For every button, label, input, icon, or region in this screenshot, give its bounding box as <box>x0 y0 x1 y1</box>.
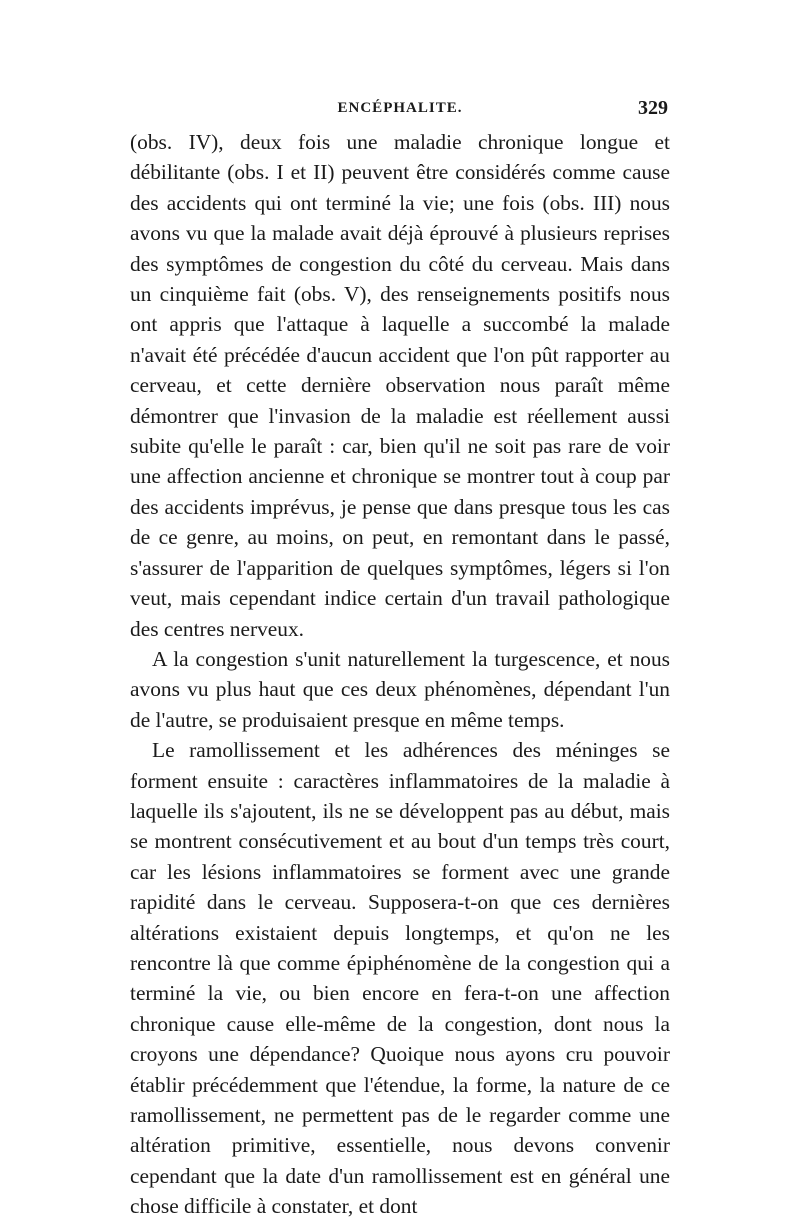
body-text <box>130 127 670 1222</box>
paragraph-1: (obs. IV), deux fois une maladie chronique longue et débilitante (obs. I et II) peuvent être considérés comme cause des accidents qui ont terminé la vie; une fois (obs. III) nous avons vu que la malade avait déjà éprouvé à plusieurs reprises des symptômes de congestion du côté du cerveau. Mais dans un cinquième fait (obs. V), des renseignements positifs nous ont appris que l'attaque à laquelle a succombé la malade n'avait été précédée d'aucun accident que l'on pût rapporter au cerveau, et cette dernière observation nous paraît même démontrer que l'invasion de la maladie est réellement aussi subite qu'elle le paraît : car, bien qu'il ne soit pas rare de voir une affection ancienne et chronique se montrer tout à coup par des accidents imprévus, je pense que dans presque tous les cas de ce genre, au moins, on peut, en remontant dans le passé, s'assurer de l'apparition de quelques symptômes, légers si l'on veut, mais cependant indice certain d'un travail pathologique des centres nerveux. <box>130 130 670 641</box>
running-head <box>130 97 670 124</box>
running-title: ENCÉPHALITE. <box>337 100 463 116</box>
paragraph-2: A la congestion s'unit naturellement la turgescence, et nous avons vu plus haut que ces deux phénomènes, dépendant l'un de l'autre, se produisaient presque en même temps. <box>130 646 670 732</box>
page-number: 329 <box>638 97 668 119</box>
paragraph-3: Le ramollissement et les adhérences des méninges se forment ensuite : caractères inflammatoires de la maladie à laquelle ils s'ajoutent, ils ne se développent pas au début, mais se montrent consécutivement et au bout d'un temps très court, car les lésions inflammatoires se forment avec une grande rapidité dans le cerveau. Supposera-t-on que ces dernières altérations existaient depuis longtemps, et qu'on ne les rencontre là que comme épiphénomène de la congestion qui a terminé la vie, ou bien encore en fera-t-on une affection chronique cause elle-même de la congestion, dont nous la croyons une dépendance? Quoique nous ayons cru pouvoir établir précédemment que l'étendue, la forme, la nature de ce ramollissement, ne permettent pas de le regarder comme une altération primitive, essentielle, nous devons convenir cependant que la date d'un ramollissement est en général une chose difficile à constater, et dont <box>130 738 670 1219</box>
